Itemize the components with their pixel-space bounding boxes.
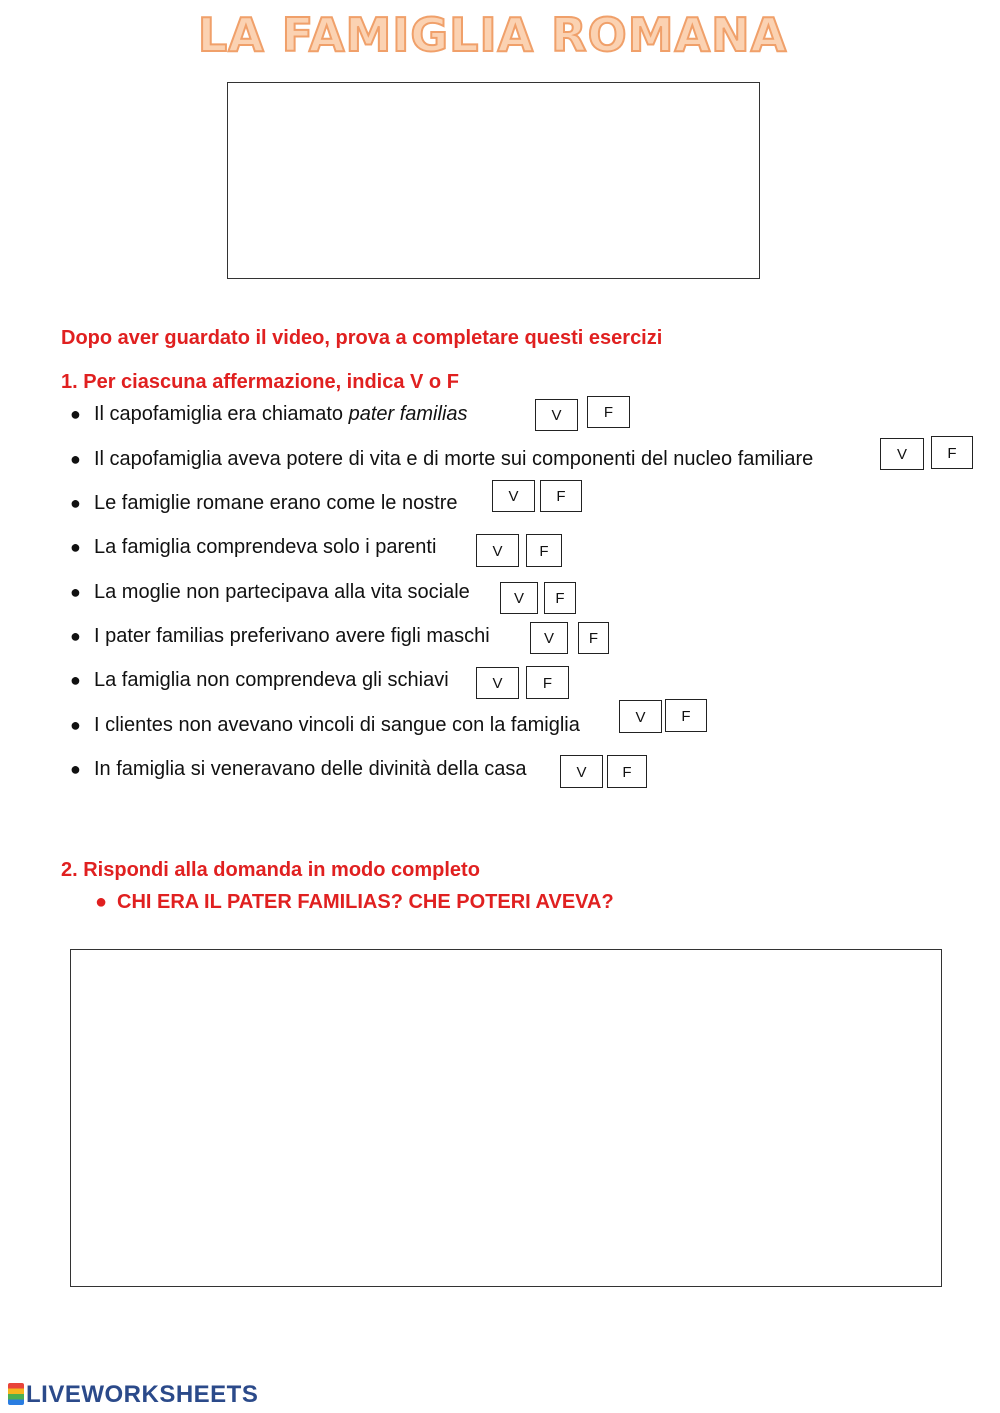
exercise1-heading: 1. Per ciascuna affermazione, indica V o F bbox=[61, 371, 459, 393]
exercise2-heading: 2. Rispondi alla domanda in modo completo bbox=[61, 859, 480, 881]
instruction-text: Dopo aver guardato il video, prova a completare questi esercizi bbox=[61, 327, 663, 349]
statement-item: ● Il capofamiglia era chiamato pater familias bbox=[70, 403, 468, 425]
false-box[interactable]: F bbox=[526, 534, 562, 567]
true-box[interactable]: V bbox=[535, 399, 578, 431]
statement-item: ● I clientes non avevano vincoli di sangue con la famiglia bbox=[70, 714, 580, 736]
statement-item: ● La moglie non partecipava alla vita sociale bbox=[70, 581, 470, 603]
bullet-icon: ● bbox=[70, 670, 81, 690]
page-title: LA FAMIGLIA ROMANA bbox=[197, 8, 788, 62]
true-box[interactable]: V bbox=[530, 622, 568, 654]
false-box[interactable]: F bbox=[931, 436, 973, 469]
bullet-icon: ● bbox=[70, 582, 81, 602]
answer-textarea[interactable] bbox=[70, 949, 942, 1287]
bullet-icon: ● bbox=[70, 715, 81, 735]
statement-item: ● La famiglia comprendeva solo i parenti bbox=[70, 536, 437, 558]
false-box[interactable]: F bbox=[540, 480, 582, 512]
statement-item: ● Le famiglie romane erano come le nostre bbox=[70, 492, 458, 514]
bullet-icon: ● bbox=[95, 891, 108, 913]
video-frame[interactable] bbox=[227, 82, 760, 279]
true-box[interactable]: V bbox=[619, 700, 662, 733]
bullet-icon: ● bbox=[70, 759, 81, 779]
false-box[interactable]: F bbox=[607, 755, 647, 788]
statement-item: ● La famiglia non comprendeva gli schiavi bbox=[70, 669, 449, 691]
false-box[interactable]: F bbox=[544, 582, 576, 614]
bullet-icon: ● bbox=[70, 626, 81, 646]
bullet-icon: ● bbox=[70, 449, 81, 469]
exercise2-question: ● CHI ERA IL PATER FAMILIAS? CHE POTERI AVEVA? bbox=[95, 891, 614, 913]
true-box[interactable]: V bbox=[492, 480, 535, 512]
true-box[interactable]: V bbox=[476, 534, 519, 567]
brand-logo: LIVEWORKSHEETS bbox=[8, 1381, 258, 1409]
true-box[interactable]: V bbox=[500, 582, 538, 614]
false-box[interactable]: F bbox=[578, 622, 609, 654]
bullet-icon: ● bbox=[70, 537, 81, 557]
false-box[interactable]: F bbox=[665, 699, 707, 732]
false-box[interactable]: F bbox=[526, 666, 569, 699]
statement-item: ● In famiglia si veneravano delle divinità della casa bbox=[70, 758, 527, 780]
true-box[interactable]: V bbox=[880, 438, 924, 470]
liveworksheets-logo-icon bbox=[8, 1383, 24, 1405]
true-box[interactable]: V bbox=[476, 667, 519, 699]
true-box[interactable]: V bbox=[560, 755, 603, 788]
bullet-icon: ● bbox=[70, 493, 81, 513]
statement-item: ● I pater familias preferivano avere figli maschi bbox=[70, 625, 490, 647]
bullet-icon: ● bbox=[70, 404, 81, 424]
statement-item: ● Il capofamiglia aveva potere di vita e di morte sui componenti del nucleo familiare bbox=[70, 448, 814, 470]
false-box[interactable]: F bbox=[587, 396, 630, 428]
